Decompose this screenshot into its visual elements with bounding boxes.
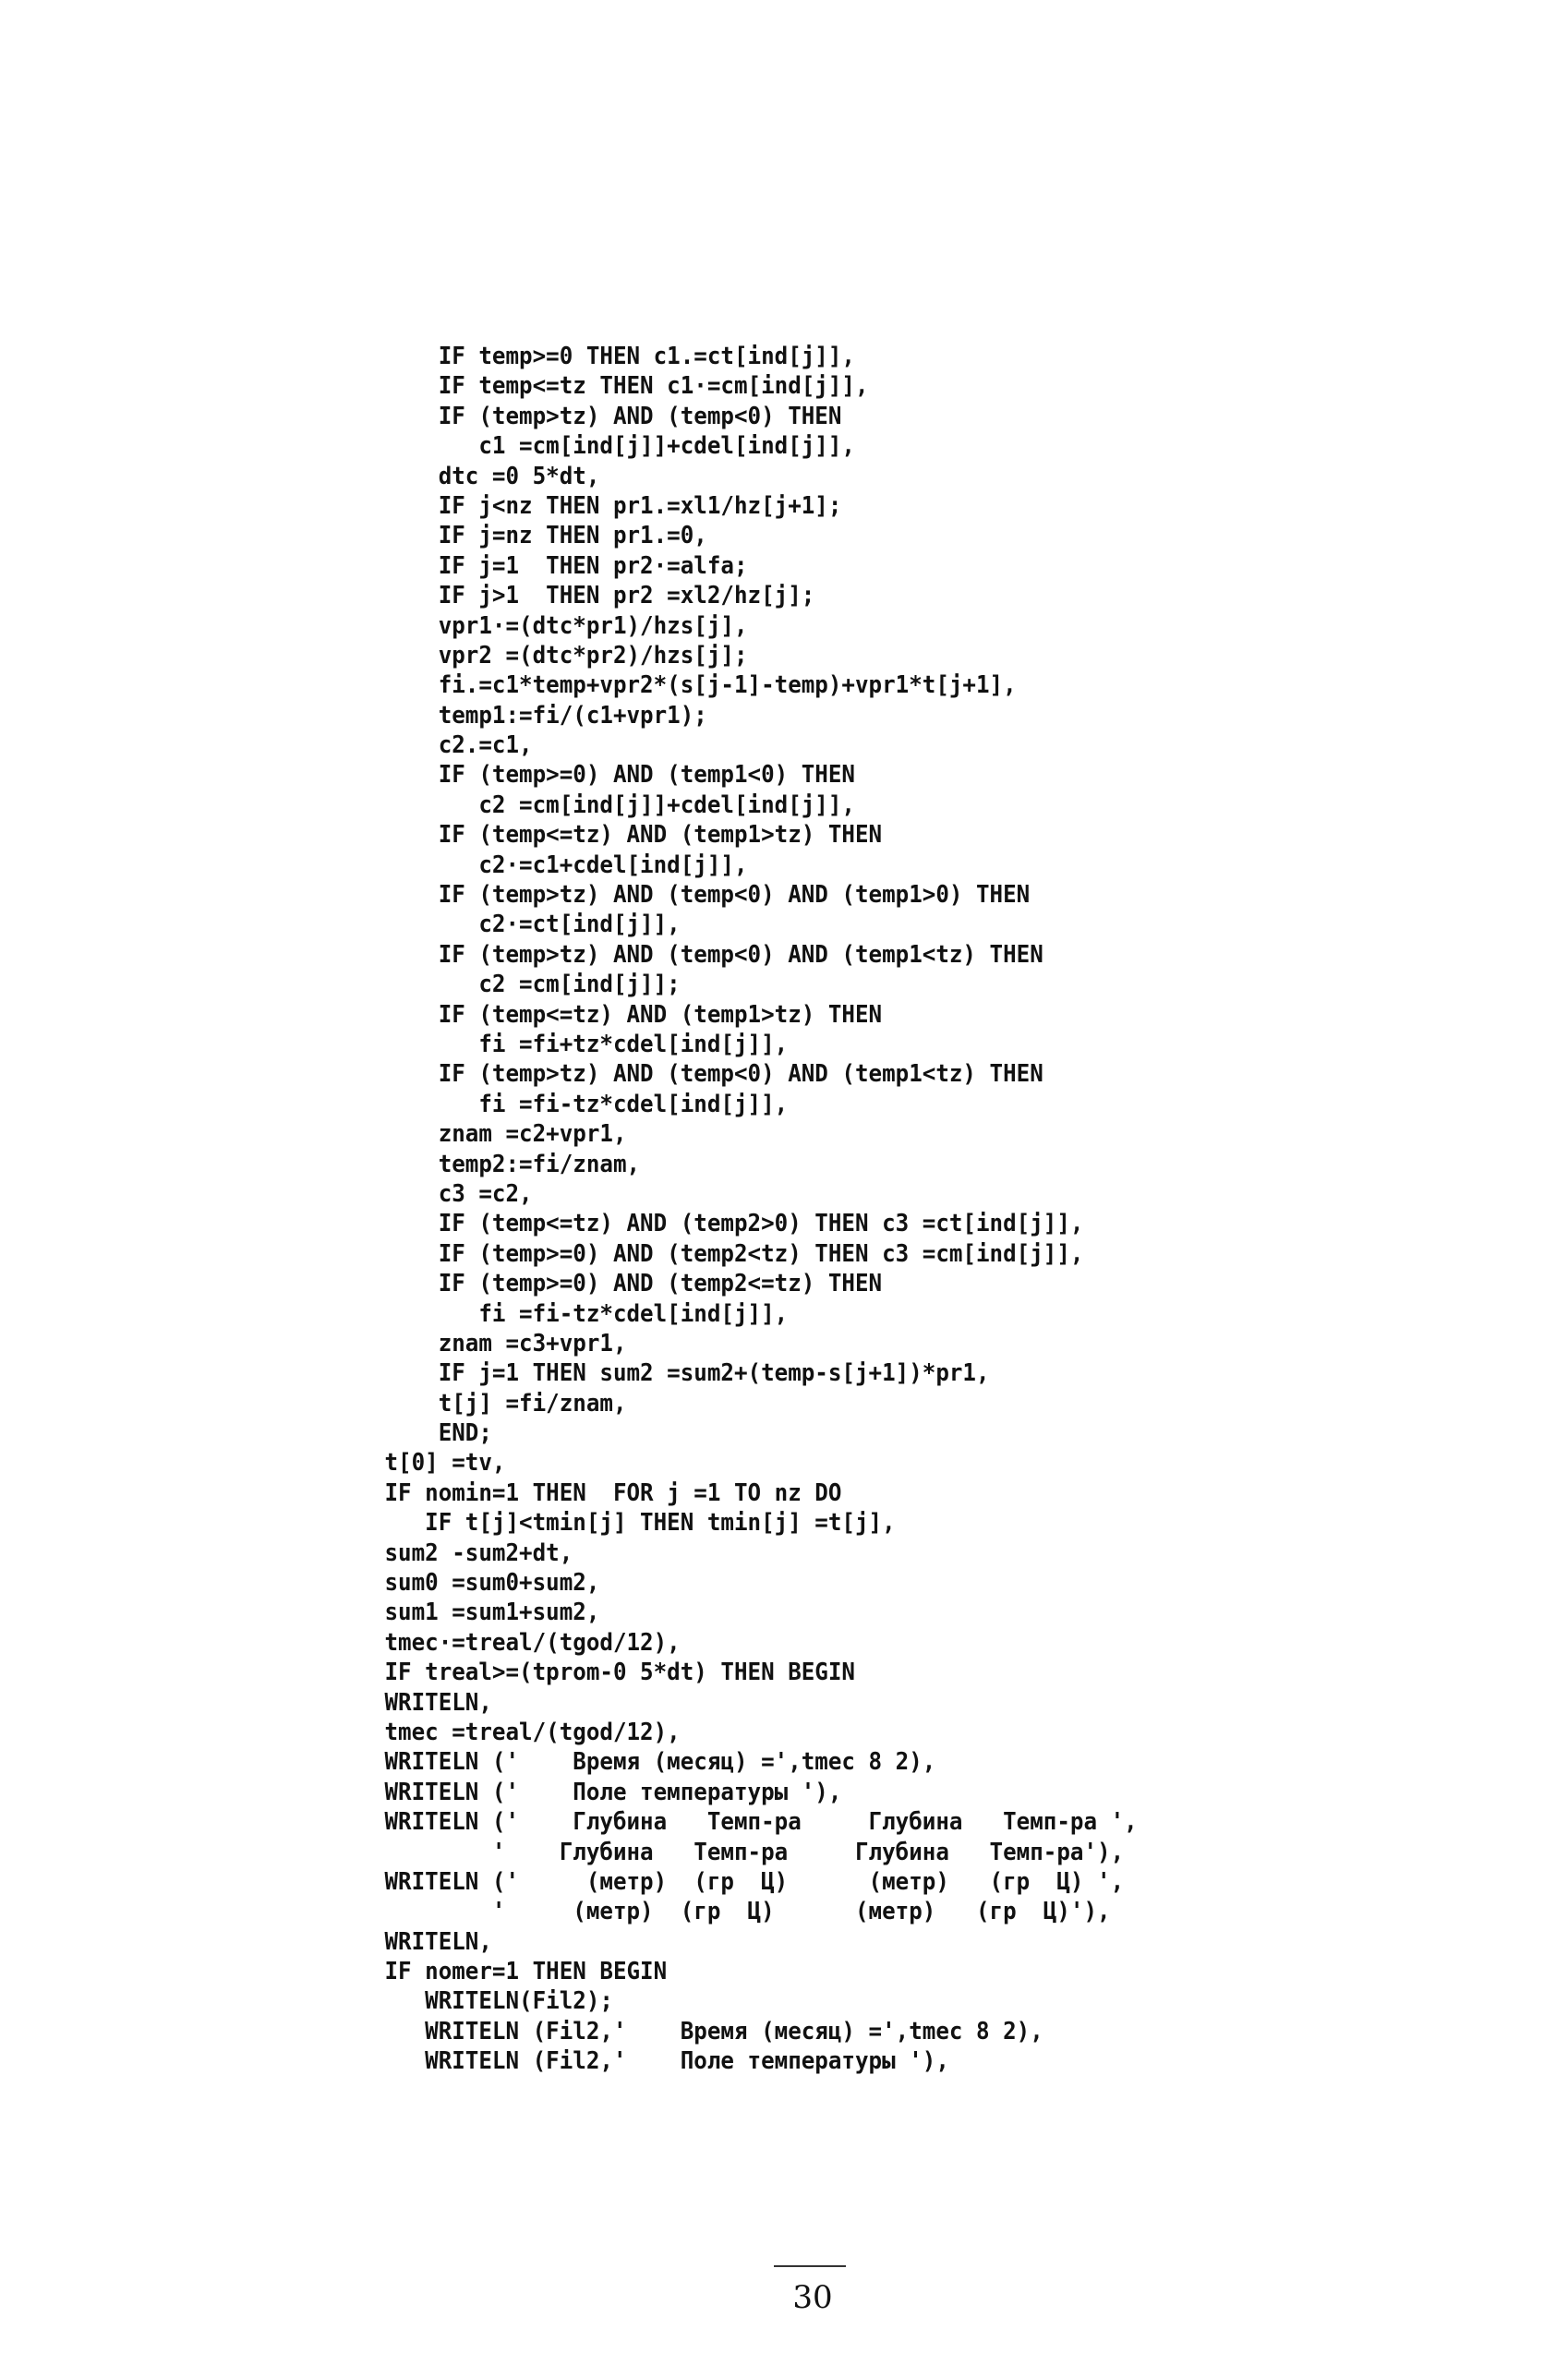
code-line: ' (метр) (гр Ц) (метр) (гр Ц)'), (277, 1898, 1111, 1926)
code-line: c1 =cm[ind[j]]+cdel[ind[j]], (277, 432, 855, 461)
code-line: znam =c2+vpr1, (277, 1120, 627, 1149)
code-line: WRITELN (' Поле температуры '), (277, 1778, 842, 1806)
code-line: IF temp<=tz THEN c1·=cm[ind[j]], (277, 372, 869, 401)
code-line: IF (temp>tz) AND (temp<0) AND (temp1<tz) THEN (277, 1060, 1043, 1089)
code-line: WRITELN (' (метр) (гр Ц) (метр) (гр Ц) ', (277, 1867, 1125, 1896)
code-line: vpr2 =(dtc*pr2)/hzs[j]; (277, 641, 748, 670)
code-line: t[j] =fi/znam, (277, 1389, 627, 1418)
code-line: WRITELN, (277, 1688, 492, 1717)
code-line: c3 =c2, (277, 1179, 533, 1208)
code-line: IF j<nz THEN pr1.=xl1/hz[j+1]; (277, 491, 842, 520)
code-line: IF (temp<=tz) AND (temp1>tz) THEN (277, 1000, 883, 1029)
code-line: c2·=c1+cdel[ind[j]], (277, 851, 748, 879)
code-line: IF (temp>=0) AND (temp2<=tz) THEN (277, 1270, 883, 1298)
code-line: IF t[j]<tmin[j] THEN tmin[j] =t[j], (277, 1509, 896, 1538)
code-line: IF nomer=1 THEN BEGIN (277, 1958, 668, 1986)
code-line: t[0] =tv, (277, 1449, 506, 1478)
code-line: IF treal>=(tprom-0 5*dt) THEN BEGIN (277, 1659, 855, 1687)
code-line: WRITELN (Fil2,' Время (месяц) =',tmec 8 2), (277, 2017, 1043, 2045)
code-line: IF (temp<=tz) AND (temp2>0) THEN c3 =ct[ind[j]], (277, 1210, 1084, 1238)
code-line: WRITELN(Fil2); (277, 1987, 613, 2016)
code-line: tmec·=treal/(tgod/12), (277, 1628, 681, 1657)
code-line: temp2:=fi/znam, (277, 1150, 641, 1178)
code-line: END; (277, 1419, 492, 1448)
code-line: IF (temp>tz) AND (temp<0) THEN (277, 402, 842, 430)
code-line: znam =c3+vpr1, (277, 1329, 627, 1357)
footer-rule (774, 2265, 846, 2267)
code-line: fi.=c1*temp+vpr2*(s[j-1]-temp)+vpr1*t[j+1], (277, 671, 1017, 700)
page-number: 30 (792, 2279, 833, 2316)
code-line: c2 =cm[ind[j]]; (277, 971, 681, 999)
code-line: sum1 =sum1+sum2, (277, 1599, 600, 1627)
code-line: IF j=1 THEN sum2 =sum2+(temp-s[j+1])*pr1, (277, 1359, 990, 1388)
code-line: WRITELN (Fil2,' Поле температуры '), (277, 2047, 949, 2076)
code-line: IF j=1 THEN pr2·=alfa; (277, 551, 748, 580)
code-line: c2.=c1, (277, 731, 533, 760)
code-listing (277, 342, 1411, 2077)
code-line: dtc =0 5*dt, (277, 462, 600, 490)
code-line: WRITELN (' Глубина Темп-ра Глубина Темп-ра ', (277, 1808, 1138, 1837)
code-line: ' Глубина Темп-ра Глубина Темп-ра'), (277, 1838, 1125, 1866)
code-line: IF (temp>tz) AND (temp<0) AND (temp1>0) THEN (277, 881, 1031, 910)
code-line: vpr1·=(dtc*pr1)/hzs[j], (277, 611, 748, 640)
code-line: IF (temp>=0) AND (temp2<tz) THEN c3 =cm[ind[j]], (277, 1239, 1084, 1268)
code-line: IF (temp<=tz) AND (temp1>tz) THEN (277, 821, 883, 850)
code-line: WRITELN, (277, 1927, 492, 1956)
code-line: IF (temp>=0) AND (temp1<0) THEN (277, 761, 855, 790)
code-line: IF j=nz THEN pr1.=0, (277, 522, 707, 550)
code-line: WRITELN (' Время (месяц) =',tmec 8 2), (277, 1748, 936, 1777)
code-line: temp1:=fi/(c1+vpr1); (277, 701, 707, 730)
code-line: sum2 -sum2+dt, (277, 1538, 573, 1567)
code-line: c2 =cm[ind[j]]+cdel[ind[j]], (277, 790, 855, 819)
code-line: fi =fi+tz*cdel[ind[j]], (277, 1030, 789, 1058)
code-line: IF (temp>tz) AND (temp<0) AND (temp1<tz) THEN (277, 940, 1043, 969)
code-line: tmec =treal/(tgod/12), (277, 1718, 681, 1746)
code-line: IF j>1 THEN pr2 =xl2/hz[j]; (277, 582, 815, 610)
code-line: IF nomin=1 THEN FOR j =1 TO nz DO (277, 1478, 842, 1507)
code-line: IF temp>=0 THEN c1.=ct[ind[j]], (277, 343, 855, 370)
code-line: c2·=ct[ind[j]], (277, 911, 681, 939)
code-line: fi =fi-tz*cdel[ind[j]], (277, 1090, 789, 1118)
code-line: sum0 =sum0+sum2, (277, 1569, 600, 1598)
code-line: fi =fi-tz*cdel[ind[j]], (277, 1299, 789, 1328)
